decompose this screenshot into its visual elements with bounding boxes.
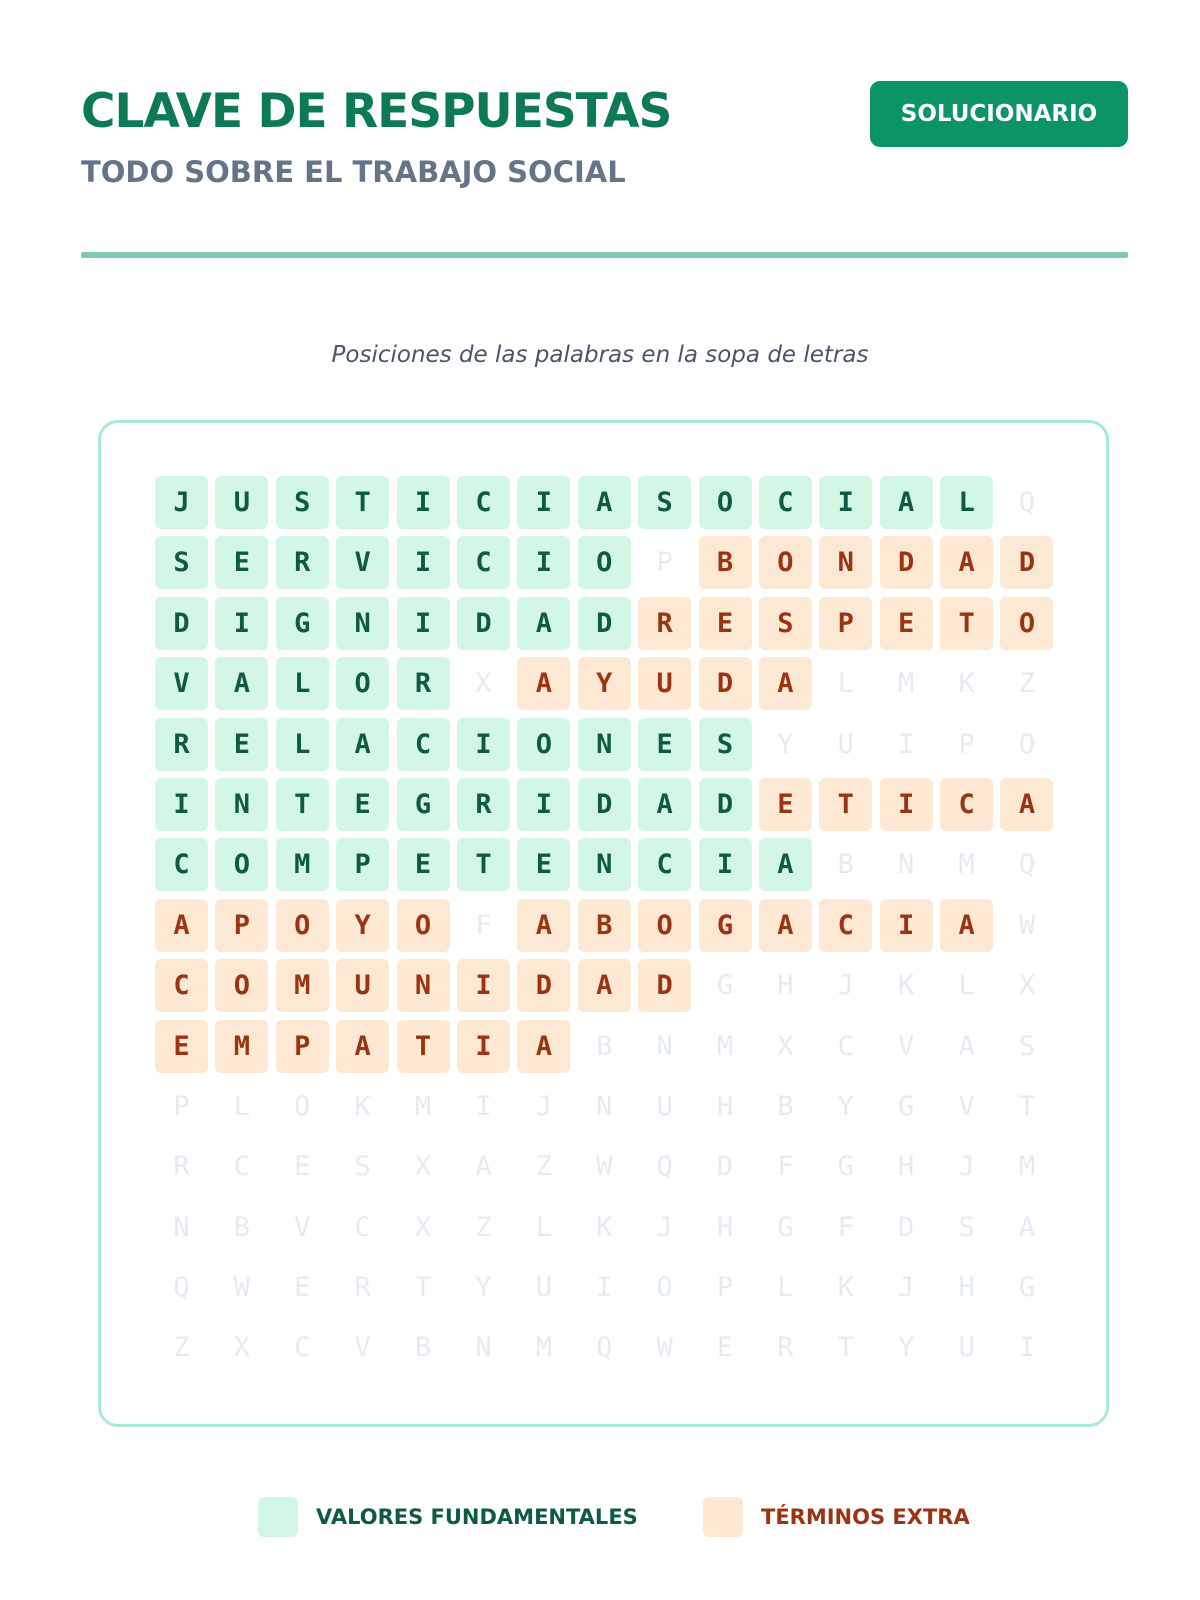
grid-cell-extra: Y	[336, 899, 389, 952]
grid-cell-extra: E	[155, 1020, 208, 1073]
grid-cell: Y	[777, 728, 794, 760]
grid-cell: F	[475, 909, 492, 941]
grid-cell-extra: E	[759, 778, 812, 831]
grid-cell: U	[837, 728, 854, 760]
grid-cell-fundamental: E	[517, 838, 570, 891]
grid-cell: J	[958, 1151, 975, 1183]
grid-cell: L	[837, 668, 854, 700]
grid-cell: Z	[535, 1151, 552, 1183]
grid-cell: J	[656, 1211, 673, 1243]
grid-cell: X	[414, 1211, 432, 1243]
grid-cell: N	[898, 849, 915, 881]
grid-cell: L	[535, 1211, 552, 1243]
grid-cell: G	[837, 1151, 854, 1183]
grid-cell-fundamental: C	[638, 838, 691, 891]
grid-cell-extra: G	[699, 899, 752, 952]
grid-cell-fundamental: E	[215, 718, 268, 771]
grid-cell-fundamental: T	[276, 778, 329, 831]
grid-cell: M	[958, 849, 975, 881]
grid-cell: M	[716, 1030, 734, 1062]
grid-cell-extra: U	[638, 657, 691, 710]
grid-cell-extra: C	[155, 959, 208, 1012]
grid-cell: Q	[1018, 487, 1036, 518]
grid-cell-extra: O	[215, 959, 268, 1012]
grid-cell-fundamental: V	[336, 536, 389, 589]
grid-cell: N	[173, 1211, 190, 1243]
grid-cell: J	[837, 970, 854, 1002]
grid-cell: A	[958, 1030, 975, 1062]
legend-label-fundamental: VALORES FUNDAMENTALES	[316, 1505, 638, 1529]
grid-cell-fundamental: N	[336, 597, 389, 650]
grid-cell: L	[958, 970, 975, 1002]
grid-cell-extra: I	[457, 959, 510, 1012]
grid-cell: H	[716, 1090, 734, 1122]
grid-cell-fundamental: R	[155, 718, 208, 771]
grid-cell: E	[294, 1151, 311, 1183]
grid-cell: L	[777, 1272, 794, 1304]
grid-cell-fundamental: T	[457, 838, 510, 891]
grid-cell: Q	[596, 1332, 613, 1364]
grid-cell: U	[535, 1272, 552, 1304]
grid-cell-extra: E	[880, 597, 933, 650]
grid-cell: D	[716, 1151, 734, 1183]
grid-cell-fundamental: C	[155, 838, 208, 891]
grid-cell: M	[898, 668, 915, 700]
grid-cell: Q	[656, 1151, 673, 1183]
grid-cell-fundamental: J	[155, 476, 208, 529]
grid-cell-extra: O	[397, 899, 450, 952]
grid-cell: X	[777, 1030, 794, 1062]
grid-cell: K	[354, 1090, 371, 1122]
legend-swatch-extra	[703, 1497, 743, 1537]
grid-cell-fundamental: L	[276, 657, 329, 710]
grid-cell: V	[958, 1090, 975, 1122]
grid-cell: V	[898, 1030, 915, 1062]
grid-cell: E	[716, 1332, 734, 1364]
letter-grid	[155, 476, 1053, 1374]
grid-cell-fundamental: C	[457, 476, 510, 529]
grid-cell-extra: A	[578, 959, 631, 1012]
grid-cell-extra: T	[940, 597, 993, 650]
grid-cell: Y	[898, 1332, 915, 1364]
grid-cell-extra: A	[940, 536, 993, 589]
grid-cell-extra: D	[699, 657, 752, 710]
grid-cell-fundamental: M	[276, 838, 329, 891]
grid-cell-extra: P	[819, 597, 872, 650]
grid-cell-extra: O	[1000, 597, 1053, 650]
grid-cell-fundamental: S	[638, 476, 691, 529]
grid-cell-extra: T	[819, 778, 872, 831]
grid-cell: U	[656, 1090, 673, 1122]
grid-cell-fundamental: O	[699, 476, 752, 529]
grid-cell-fundamental: E	[336, 778, 389, 831]
grid-cell-fundamental: N	[215, 778, 268, 831]
grid-cell-fundamental: S	[155, 536, 208, 589]
grid-cell: Z	[173, 1332, 190, 1364]
grid-cell: G	[1018, 1272, 1036, 1304]
grid-cell-fundamental: D	[699, 778, 752, 831]
grid-cell: E	[294, 1272, 311, 1304]
grid-cell-fundamental: E	[215, 536, 268, 589]
grid-cell-extra: N	[819, 536, 872, 589]
grid-cell: R	[173, 1151, 190, 1183]
grid-cell-fundamental: U	[215, 476, 268, 529]
grid-cell: N	[656, 1030, 673, 1062]
grid-cell-extra: Y	[578, 657, 631, 710]
grid-cell-fundamental: A	[880, 476, 933, 529]
grid-cell-fundamental: D	[578, 778, 631, 831]
grid-cell-fundamental: O	[517, 718, 570, 771]
grid-cell-extra: T	[397, 1020, 450, 1073]
grid-cell-extra: S	[759, 597, 812, 650]
grid-cell-extra: P	[215, 899, 268, 952]
grid-cell: C	[233, 1151, 251, 1183]
grid-cell-fundamental: G	[397, 778, 450, 831]
grid-cell-fundamental: R	[397, 657, 450, 710]
grid-cell-fundamental: S	[276, 476, 329, 529]
grid-cell-fundamental: O	[336, 657, 389, 710]
grid-cell: C	[294, 1332, 311, 1364]
grid-cell-fundamental: C	[759, 476, 812, 529]
grid-cell-extra: D	[638, 959, 691, 1012]
grid-cell: A	[1018, 1211, 1036, 1243]
grid-cell-extra: O	[276, 899, 329, 952]
grid-cell-fundamental: D	[155, 597, 208, 650]
grid-cell: J	[535, 1090, 552, 1122]
grid-cell-extra: C	[819, 899, 872, 952]
grid-cell-fundamental: I	[819, 476, 872, 529]
grid-cell-fundamental: I	[397, 476, 450, 529]
grid-cell: B	[777, 1090, 794, 1122]
grid-cell: U	[958, 1332, 975, 1364]
grid-cell: A	[475, 1151, 492, 1183]
grid-cell-fundamental: A	[517, 597, 570, 650]
grid-cell-extra: A	[517, 899, 570, 952]
grid-cell: G	[777, 1211, 794, 1243]
grid-cell-extra: A	[517, 1020, 570, 1073]
grid-cell: Y	[475, 1272, 492, 1304]
grid-cell-fundamental: I	[517, 536, 570, 589]
grid-cell-extra: B	[699, 536, 752, 589]
grid-cell-fundamental: E	[397, 838, 450, 891]
grid-cell: N	[596, 1090, 613, 1122]
grid-cell: K	[958, 668, 975, 700]
grid-cell-fundamental: T	[336, 476, 389, 529]
grid-cell: O	[1018, 728, 1036, 760]
grid-cell-fundamental: S	[699, 718, 752, 771]
grid-cell-extra: E	[699, 597, 752, 650]
legend-item-fundamental	[258, 1496, 638, 1538]
grid-cell-extra: A	[1000, 778, 1053, 831]
grid-cell: J	[898, 1272, 915, 1304]
grid-cell: H	[716, 1211, 734, 1243]
grid-cell: G	[898, 1090, 915, 1122]
grid-cell-fundamental: I	[215, 597, 268, 650]
puzzle-caption: Posiciones de las palabras en la sopa de letras	[331, 342, 869, 368]
grid-cell-fundamental: O	[578, 536, 631, 589]
grid-cell: B	[837, 849, 854, 881]
grid-cell-extra: R	[638, 597, 691, 650]
grid-cell-fundamental: A	[215, 657, 268, 710]
grid-cell-fundamental: P	[336, 838, 389, 891]
grid-cell: X	[475, 668, 492, 700]
grid-cell-extra: N	[397, 959, 450, 1012]
grid-cell-fundamental: A	[336, 718, 389, 771]
grid-cell: T	[837, 1332, 854, 1364]
grid-cell-fundamental: I	[699, 838, 752, 891]
grid-cell-extra: M	[215, 1020, 268, 1073]
grid-cell-fundamental: L	[276, 718, 329, 771]
grid-cell-fundamental: D	[457, 597, 510, 650]
legend-swatch-fundamental	[258, 1497, 298, 1537]
grid-cell-extra: I	[880, 778, 933, 831]
grid-cell-extra: A	[759, 899, 812, 952]
grid-cell-fundamental: I	[517, 476, 570, 529]
grid-cell: K	[898, 970, 915, 1002]
grid-cell: O	[656, 1272, 673, 1304]
grid-cell-extra: B	[578, 899, 631, 952]
grid-cell-fundamental: A	[759, 838, 812, 891]
grid-cell-extra: A	[759, 657, 812, 710]
legend-item-extra	[703, 1496, 970, 1538]
grid-cell-fundamental: A	[578, 476, 631, 529]
grid-cell-extra: D	[1000, 536, 1053, 589]
grid-cell-extra: M	[276, 959, 329, 1012]
grid-cell: X	[414, 1151, 432, 1183]
grid-cell: P	[173, 1090, 190, 1122]
grid-cell-extra: I	[457, 1020, 510, 1073]
grid-cell-fundamental: R	[457, 778, 510, 831]
grid-cell: F	[777, 1151, 794, 1183]
grid-cell-fundamental: I	[397, 536, 450, 589]
header-divider	[81, 252, 1128, 258]
solucionario-badge: SOLUCIONARIO	[870, 81, 1128, 147]
grid-cell-fundamental: N	[578, 718, 631, 771]
grid-cell: V	[354, 1332, 371, 1364]
grid-cell: Q	[1018, 849, 1036, 881]
grid-cell-extra: I	[880, 899, 933, 952]
grid-cell: Z	[1018, 668, 1036, 700]
grid-cell: K	[837, 1272, 854, 1304]
grid-cell: I	[898, 728, 915, 760]
grid-cell: S	[1018, 1030, 1036, 1062]
grid-cell: T	[1018, 1090, 1036, 1122]
grid-cell: X	[1018, 970, 1036, 1002]
grid-cell: W	[596, 1151, 613, 1183]
grid-cell: K	[596, 1211, 613, 1243]
grid-cell: N	[475, 1332, 492, 1364]
grid-cell-fundamental: V	[155, 657, 208, 710]
grid-cell-extra: A	[155, 899, 208, 952]
grid-cell: C	[837, 1030, 854, 1062]
grid-cell: W	[656, 1332, 673, 1364]
grid-cell: G	[716, 970, 734, 1002]
grid-cell: M	[1018, 1151, 1036, 1183]
grid-cell: T	[414, 1272, 432, 1304]
grid-cell: X	[233, 1332, 251, 1364]
grid-cell: Y	[837, 1090, 854, 1122]
grid-cell: Q	[173, 1272, 190, 1304]
page-title: CLAVE DE RESPUESTAS	[81, 84, 672, 139]
grid-cell-fundamental: I	[155, 778, 208, 831]
grid-cell: P	[716, 1272, 734, 1304]
grid-cell-extra: U	[336, 959, 389, 1012]
grid-cell: I	[1018, 1332, 1036, 1364]
grid-cell-fundamental: O	[215, 838, 268, 891]
grid-cell: Z	[475, 1211, 492, 1243]
grid-cell-extra: O	[759, 536, 812, 589]
grid-cell: R	[354, 1272, 371, 1304]
grid-cell: I	[475, 1090, 492, 1122]
grid-cell-fundamental: E	[638, 718, 691, 771]
grid-cell-fundamental: I	[457, 718, 510, 771]
grid-cell: R	[777, 1332, 794, 1364]
grid-cell-fundamental: I	[517, 778, 570, 831]
grid-cell-extra: D	[880, 536, 933, 589]
legend-label-extra: TÉRMINOS EXTRA	[761, 1505, 970, 1529]
grid-cell-fundamental: R	[276, 536, 329, 589]
grid-cell-fundamental: A	[638, 778, 691, 831]
grid-cell-fundamental: G	[276, 597, 329, 650]
grid-cell-fundamental: L	[940, 476, 993, 529]
grid-cell-fundamental: N	[578, 838, 631, 891]
grid-cell: O	[294, 1090, 311, 1122]
grid-cell: S	[354, 1151, 371, 1183]
grid-cell-extra: D	[517, 959, 570, 1012]
grid-cell: C	[354, 1211, 371, 1243]
grid-cell: W	[233, 1272, 251, 1304]
grid-cell-extra: A	[336, 1020, 389, 1073]
grid-cell: M	[535, 1332, 552, 1364]
grid-cell: P	[656, 547, 673, 579]
grid-cell: W	[1018, 909, 1036, 941]
grid-cell-extra: A	[517, 657, 570, 710]
grid-cell-fundamental: D	[578, 597, 631, 650]
grid-cell: M	[414, 1090, 432, 1122]
grid-cell: D	[898, 1211, 915, 1243]
grid-cell: I	[596, 1272, 613, 1304]
grid-cell: V	[294, 1211, 311, 1243]
grid-cell: S	[958, 1211, 975, 1243]
grid-cell: F	[837, 1211, 854, 1243]
grid-cell: B	[414, 1332, 432, 1364]
grid-cell-fundamental: C	[457, 536, 510, 589]
grid-cell: H	[898, 1151, 915, 1183]
grid-cell-fundamental: C	[397, 718, 450, 771]
grid-cell: H	[958, 1272, 975, 1304]
grid-cell-extra: A	[940, 899, 993, 952]
grid-cell: B	[233, 1211, 251, 1243]
grid-cell-extra: O	[638, 899, 691, 952]
page-subtitle: TODO SOBRE EL TRABAJO SOCIAL	[81, 155, 626, 189]
grid-cell: L	[233, 1090, 251, 1122]
grid-cell: B	[596, 1030, 613, 1062]
grid-cell-fundamental: I	[397, 597, 450, 650]
grid-cell: H	[777, 970, 794, 1002]
grid-cell-extra: P	[276, 1020, 329, 1073]
grid-cell: P	[958, 728, 975, 760]
grid-cell-extra: C	[940, 778, 993, 831]
